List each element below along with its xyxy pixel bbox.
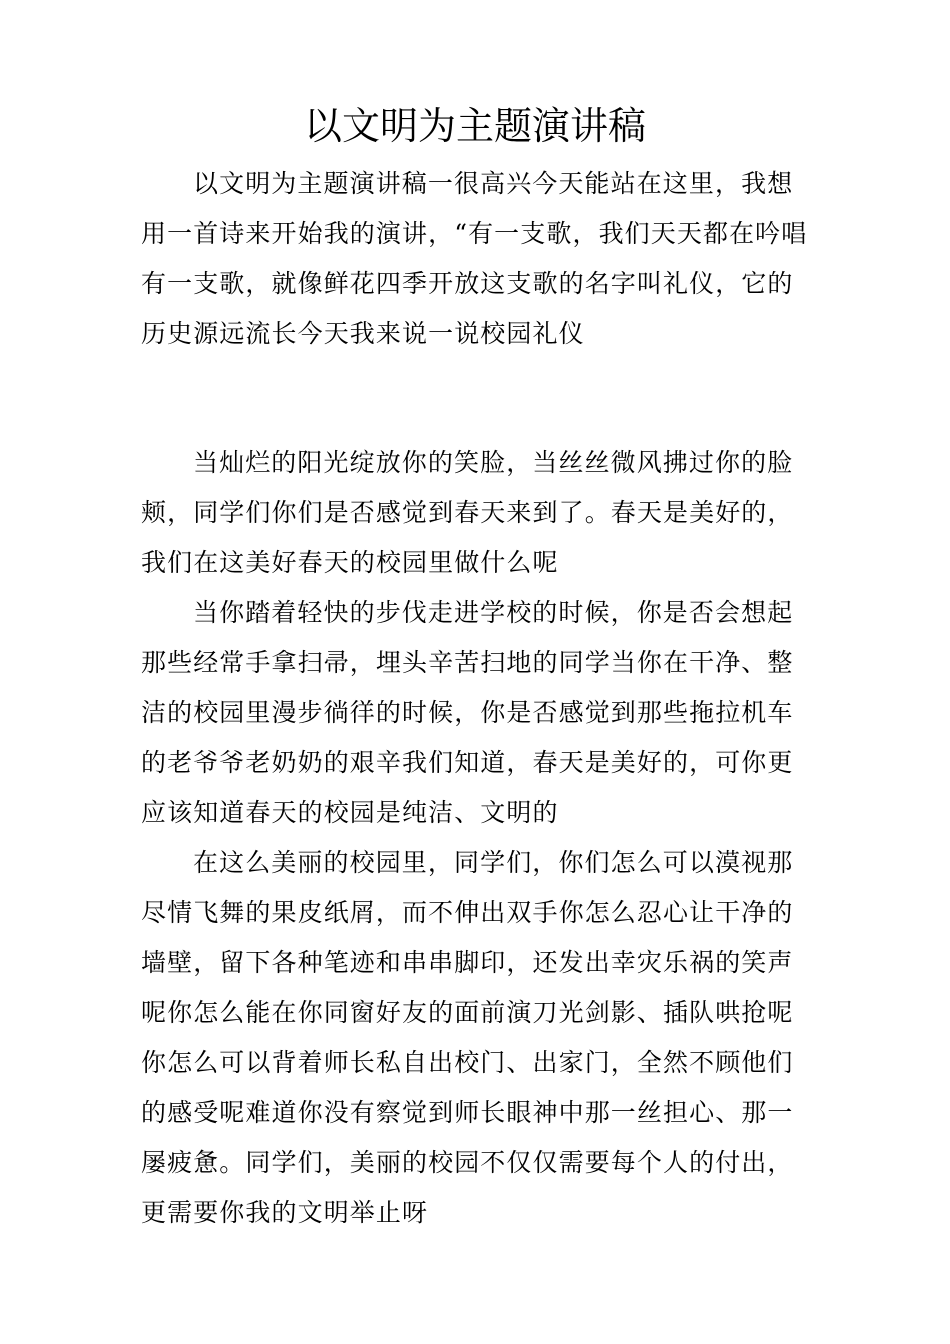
paragraph-gap xyxy=(141,359,809,438)
paragraph-spring: 当灿烂的阳光绽放你的笑脸，当丝丝微风拂过你的脸颊，同学们你们是否感觉到春天来到了。春天是美好的，我们在这美好春天的校园里做什么呢 xyxy=(141,448,794,577)
document-body xyxy=(141,159,809,1238)
paragraph-intro: 以文明为主题演讲稿一很高兴今天能站在这里，我想用一首诗来开始我的演讲，“有一支歌，我们天天都在吟唱有一支歌，就像鲜花四季开放这支歌的名字叫礼仪，它的历史源远流长今天我来说一说校园礼仪 xyxy=(141,169,808,348)
paragraph-civility: 在这么美丽的校园里，同学们，你们怎么可以漠视那尽情飞舞的果皮纸屑，而不伸出双手你怎么忍心让干净的墙壁，留下各种笔迹和串串脚印，还发出幸灾乐祸的笑声呢你怎么能在你同窗好友的面前演刀光剑影、插队哄抢呢你怎么可以背着师长私自出校门、出家门，全然不顾他们的感受呢难道你没有察觉到师长眼神中那一丝担心、那一屡疲惫。同学们，美丽的校园不仅仅需要每个人的付出，更需要你我的文明举止呀 xyxy=(141,848,794,1227)
document-title: 以文明为主题演讲稿 xyxy=(303,104,646,148)
paragraph-campus-cleaners: 当你踏着轻快的步伐走进学校的时候，你是否会想起那些经常手拿扫帚，埋头辛苦扫地的同学当你在干净、整洁的校园里漫步徜徉的时候，你是否感觉到那些拖拉机车的老爷爷老奶奶的艰辛我们知道，春天是美好的，可你更应该知道春天的校园是纯洁、文明的 xyxy=(141,598,794,827)
